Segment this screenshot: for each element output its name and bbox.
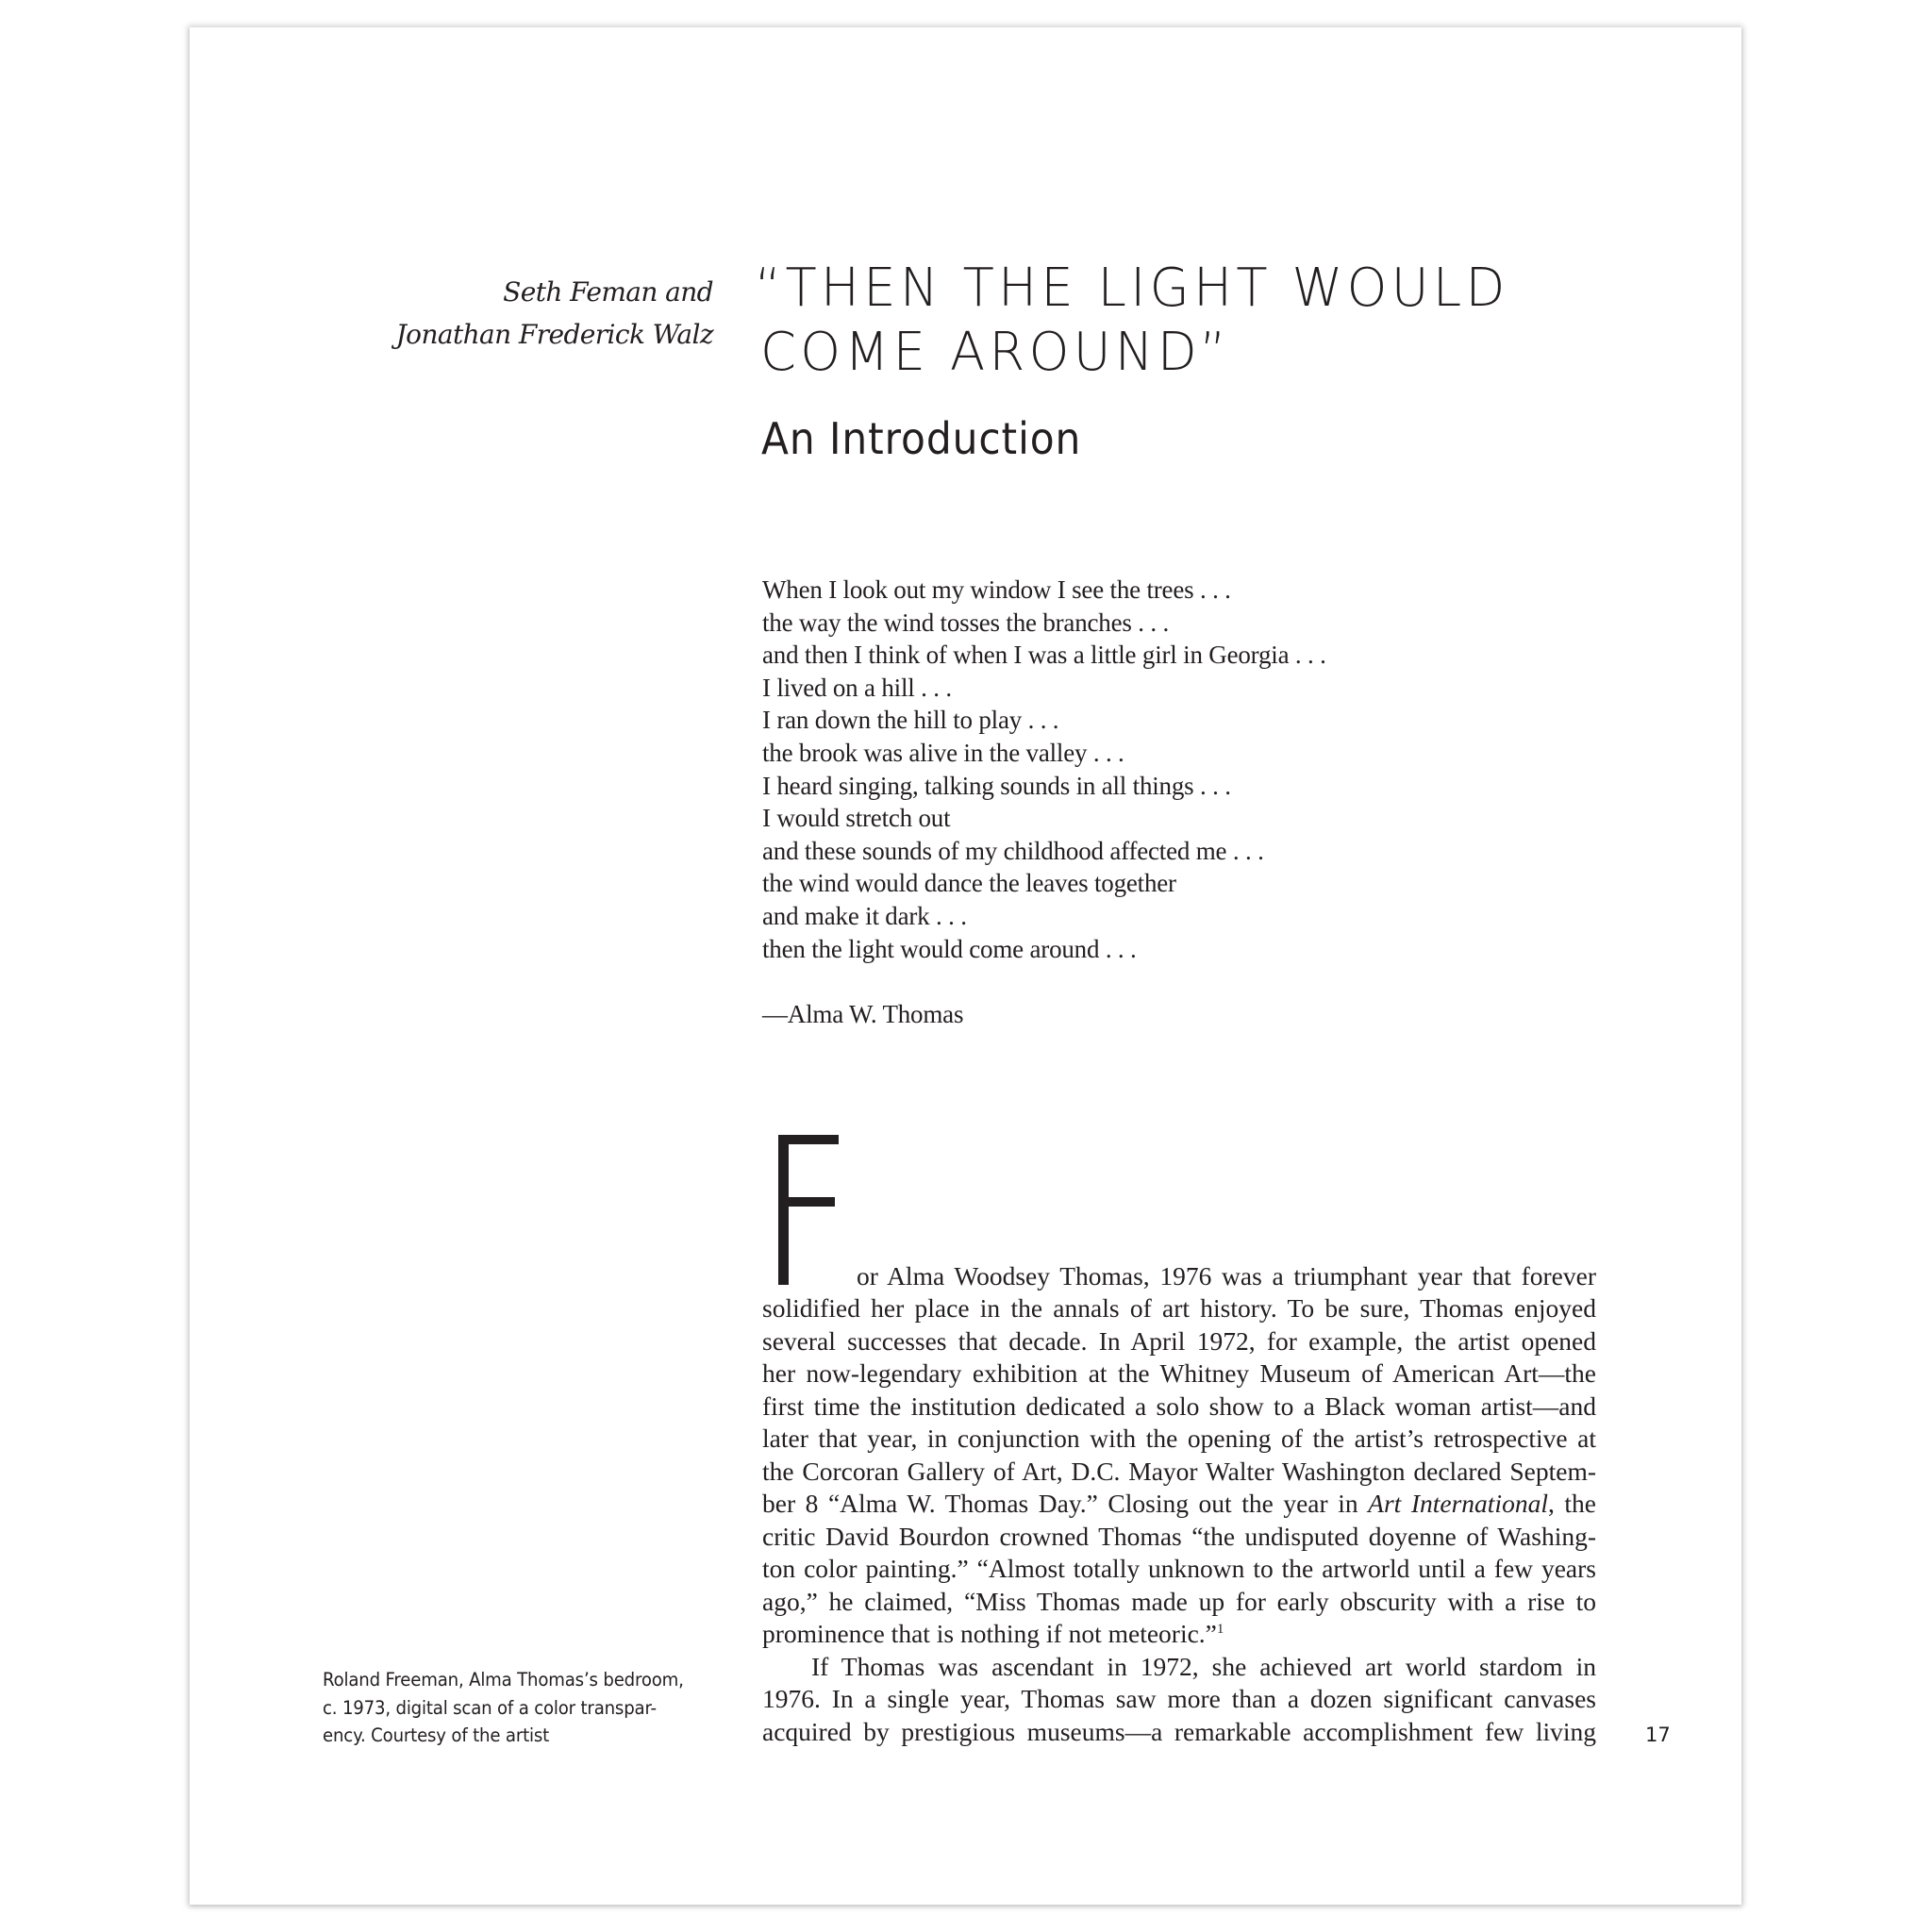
- caption-line: ency. Courtesy of the artist: [323, 1724, 550, 1746]
- poem-line: I lived on a hill . . .: [762, 674, 952, 702]
- body-line: solidified her place in the annals of art history. To be sure, Thomas enjoyed: [762, 1293, 1596, 1323]
- poem-line: then the light would come around . . .: [762, 935, 1137, 963]
- footnote-marker[interactable]: 1: [1216, 1622, 1224, 1637]
- body-line: several successes that decade. In April 1972, for example, the artist opened: [762, 1326, 1596, 1356]
- body-line-tail: , the: [1547, 1489, 1596, 1518]
- body-line-text: ber 8 “Alma W. Thomas Day.” Closing out the year in: [762, 1489, 1358, 1518]
- poem-line: the wind would dance the leaves together: [762, 869, 1176, 897]
- body-line-paragraph-end: [762, 1621, 1596, 1647]
- body-line: the Corcoran Gallery of Art, D.C. Mayor Walter Washington declared Septem-: [762, 1457, 1596, 1486]
- body-line: first time the institution dedicated a solo show to a Black woman artist—and: [762, 1391, 1596, 1421]
- poem-line: and then I think of when I was a little girl in Georgia . . .: [762, 641, 1326, 669]
- body-line: 1976. In a single year, Thomas saw more than a dozen significant canvases: [762, 1684, 1596, 1713]
- poem-attribution: —Alma W. Thomas: [762, 1000, 964, 1028]
- body-line: or Alma Woodsey Thomas, 1976 was a triumphant year that forever: [857, 1261, 1596, 1291]
- drop-cap-letter: [778, 1135, 841, 1285]
- author-line-2: Jonathan Frederick Walz: [395, 319, 713, 350]
- body-line: acquired by prestigious museums—a remarkable accomplishment few living: [762, 1717, 1596, 1746]
- drop-cap-text: [778, 1135, 779, 1136]
- body-line-paragraph-start: If Thomas was ascendant in 1972, she achieved art world stardom in: [811, 1652, 1596, 1681]
- chapter-title-line-2: COME AROUND”: [760, 322, 1231, 383]
- body-line: later that year, in conjunction with the opening of the artist’s retrospective at: [762, 1424, 1596, 1453]
- poem-line: the brook was alive in the valley . . .: [762, 739, 1124, 767]
- author-line-1: Seth Feman and: [503, 276, 713, 308]
- poem-line: I heard singing, talking sounds in all things . . .: [762, 772, 1231, 800]
- poem-line: and make it dark . . .: [762, 902, 967, 930]
- drop-cap-top-bar: [778, 1135, 839, 1144]
- body-line: her now-legendary exhibition at the Whitney Museum of American Art—the: [762, 1358, 1596, 1388]
- chapter-title-line-1: “THEN THE LIGHT WOULD: [755, 258, 1509, 319]
- poem-line: and these sounds of my childhood affected me . . .: [762, 837, 1264, 865]
- body-line-text: prominence that is nothing if not meteoric.”: [762, 1619, 1217, 1648]
- poem-line: I ran down the hill to play . . .: [762, 706, 1059, 734]
- body-line: ago,” he claimed, “Miss Thomas made up for early obscurity with a rise to: [762, 1587, 1596, 1616]
- poem-line: I would stretch out: [762, 804, 951, 832]
- poem-line: When I look out my window I see the trees . . .: [762, 575, 1231, 604]
- caption-line: Roland Freeman, Alma Thomas’s bedroom,: [323, 1669, 684, 1690]
- poem-line: the way the wind tosses the branches . . .: [762, 608, 1169, 637]
- body-line: ton color painting.” “Almost totally unknown to the artworld until a few years: [762, 1554, 1596, 1583]
- publication-title: Art International: [1368, 1489, 1548, 1518]
- drop-cap-stem: [778, 1135, 789, 1285]
- body-line-with-italic: [762, 1491, 1596, 1517]
- chapter-subtitle: An Introduction: [761, 413, 1082, 464]
- page-number: 17: [1645, 1724, 1671, 1746]
- drop-cap-middle-bar: [778, 1197, 835, 1207]
- body-line: critic David Bourdon crowned Thomas “the undisputed doyenne of Washing-: [762, 1522, 1596, 1551]
- caption-line: c. 1973, digital scan of a color transpar-: [323, 1697, 657, 1719]
